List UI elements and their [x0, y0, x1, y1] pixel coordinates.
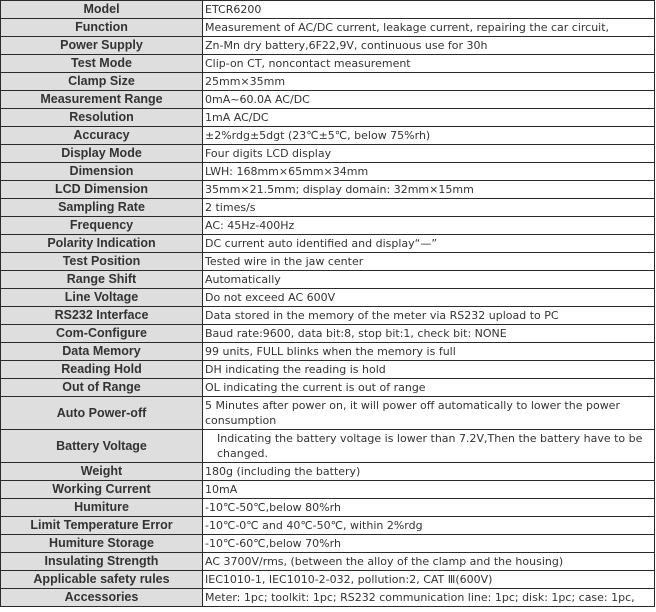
spec-value: DH indicating the reading is hold: [203, 361, 655, 379]
spec-value: Meter: 1pc; toolkit: 1pc; RS232 communication line: 1pc; disk: 1pc; case: 1pc,: [203, 589, 655, 607]
spec-value: OL indicating the current is out of range: [203, 379, 655, 397]
spec-label: Limit Temperature Error: [1, 517, 203, 535]
spec-row-data-memory: [1, 343, 655, 361]
spec-value: IEC1010-1, IEC1010-2-032, pollution:2, CAT Ⅲ(600V): [203, 571, 655, 589]
spec-row-model: [1, 1, 655, 19]
spec-row-display-mode: [1, 145, 655, 163]
spec-value: LWH: 168mm×65mm×34mm: [203, 163, 655, 181]
spec-label: Accessories: [1, 589, 203, 607]
spec-value: 1mA AC/DC: [203, 109, 655, 127]
spec-label: Insulating Strength: [1, 553, 203, 571]
spec-label: Accuracy: [1, 127, 203, 145]
spec-label: Reading Hold: [1, 361, 203, 379]
spec-value: Zn-Mn dry battery,6F22,9V, continuous use for 30h: [203, 37, 655, 55]
spec-value: 180g (including the battery): [203, 463, 655, 481]
spec-label: Humiture: [1, 499, 203, 517]
spec-label: Function: [1, 19, 203, 37]
spec-value: 99 units, FULL blinks when the memory is full: [203, 343, 655, 361]
spec-label: Battery Voltage: [1, 430, 203, 463]
spec-value: 2 times/s: [203, 199, 655, 217]
spec-row-battery-voltage: [1, 430, 655, 463]
spec-value: 25mm×35mm: [203, 73, 655, 91]
spec-row-frequency: [1, 217, 655, 235]
spec-value: 5 Minutes after power on, it will power off automatically to lower the power consumption: [203, 397, 655, 430]
spec-value: Clip-on CT, noncontact measurement: [203, 55, 655, 73]
spec-value: ETCR6200: [203, 1, 655, 19]
spec-label: Range Shift: [1, 271, 203, 289]
spec-value: 0mA~60.0A AC/DC: [203, 91, 655, 109]
spec-value: Indicating the battery voltage is lower than 7.2V,Then the battery have to be changed.: [203, 430, 655, 463]
spec-label: Auto Power-off: [1, 397, 203, 430]
spec-row-clamp-size: [1, 73, 655, 91]
spec-row-lcd-dimension: [1, 181, 655, 199]
spec-row-insulating-strength: [1, 553, 655, 571]
spec-value: AC: 45Hz-400Hz: [203, 217, 655, 235]
spec-label: Power Supply: [1, 37, 203, 55]
spec-value: Four digits LCD display: [203, 145, 655, 163]
spec-value: 10mA: [203, 481, 655, 499]
spec-row-line-voltage: [1, 289, 655, 307]
spec-label: RS232 Interface: [1, 307, 203, 325]
spec-label: Test Mode: [1, 55, 203, 73]
spec-row-out-of-range: [1, 379, 655, 397]
spec-label: Frequency: [1, 217, 203, 235]
spec-label: Working Current: [1, 481, 203, 499]
spec-label: Data Memory: [1, 343, 203, 361]
spec-row-applicable-safety-rules: [1, 571, 655, 589]
spec-label: Display Mode: [1, 145, 203, 163]
spec-value: Measurement of AC/DC current, leakage current, repairing the car circuit,: [203, 19, 655, 37]
spec-label: Clamp Size: [1, 73, 203, 91]
spec-label: Out of Range: [1, 379, 203, 397]
spec-value: AC 3700V/rms, (between the alloy of the clamp and the housing): [203, 553, 655, 571]
spec-label: Sampling Rate: [1, 199, 203, 217]
spec-row-function: [1, 19, 655, 37]
spec-row-range-shift: [1, 271, 655, 289]
spec-row-power-supply: [1, 37, 655, 55]
spec-label: Resolution: [1, 109, 203, 127]
spec-label: LCD Dimension: [1, 181, 203, 199]
spec-label: Humiture Storage: [1, 535, 203, 553]
spec-value: -10℃-60℃,below 70%rh: [203, 535, 655, 553]
spec-label: Polarity Indication: [1, 235, 203, 253]
spec-value: Data stored in the memory of the meter via RS232 upload to PC: [203, 307, 655, 325]
spec-label: Com-Configure: [1, 325, 203, 343]
spec-value: Automatically: [203, 271, 655, 289]
spec-row-test-position: [1, 253, 655, 271]
spec-value: -10℃-0℃ and 40℃-50℃, within 2%rdg: [203, 517, 655, 535]
spec-row-resolution: [1, 109, 655, 127]
spec-label: Test Position: [1, 253, 203, 271]
spec-label: Applicable safety rules: [1, 571, 203, 589]
spec-row-humiture: [1, 499, 655, 517]
spec-row-weight: [1, 463, 655, 481]
spec-label: Weight: [1, 463, 203, 481]
spec-row-test-mode: [1, 55, 655, 73]
spec-row-limit-temperature-error: [1, 517, 655, 535]
spec-value: Tested wire in the jaw center: [203, 253, 655, 271]
spec-row-accessories: [1, 589, 655, 607]
spec-value: DC current auto identified and display“—”: [203, 235, 655, 253]
spec-row-rs232-interface: [1, 307, 655, 325]
spec-value: ±2%rdg±5dgt (23℃±5℃, below 75%rh): [203, 127, 655, 145]
spec-row-measurement-range: [1, 91, 655, 109]
spec-row-auto-power-off: [1, 397, 655, 430]
spec-value: Baud rate:9600, data bit:8, stop bit:1, check bit: NONE: [203, 325, 655, 343]
spec-value: 35mm×21.5mm; display domain: 32mm×15mm: [203, 181, 655, 199]
spec-label: Measurement Range: [1, 91, 203, 109]
spec-row-humiture-storage: [1, 535, 655, 553]
spec-row-sampling-rate: [1, 199, 655, 217]
spec-row-polarity-indication: [1, 235, 655, 253]
spec-label: Model: [1, 1, 203, 19]
spec-value: Do not exceed AC 600V: [203, 289, 655, 307]
spec-value: -10℃-50℃,below 80%rh: [203, 499, 655, 517]
spec-row-com-configure: [1, 325, 655, 343]
spec-row-dimension: [1, 163, 655, 181]
spec-row-reading-hold: [1, 361, 655, 379]
spec-row-working-current: [1, 481, 655, 499]
spec-label: Line Voltage: [1, 289, 203, 307]
spec-row-accuracy: [1, 127, 655, 145]
spec-label: Dimension: [1, 163, 203, 181]
